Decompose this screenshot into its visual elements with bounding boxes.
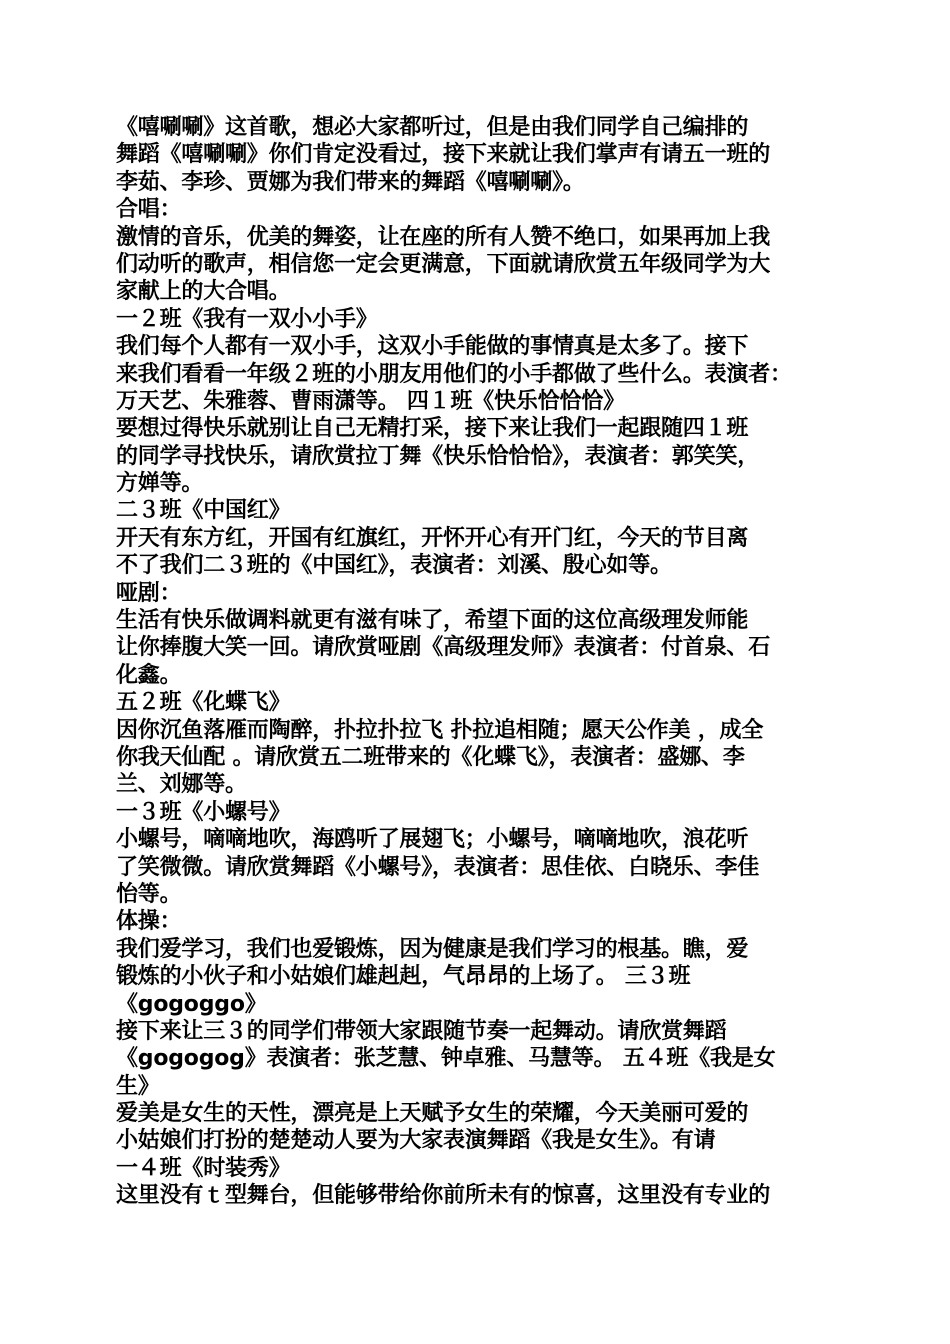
text-line: 生活有快乐做调料就更有滋有味了，希望下面的这位高级理发师能: [116, 608, 749, 634]
text-line: 小螺号，嘀嘀地吹，海鸥听了展翅飞；小螺号，嘀嘀地吹，浪花听: [116, 827, 749, 853]
text-line: 这里没有ｔ型舞台，但能够带给你前所未有的惊喜，这里没有专业的: [116, 1183, 771, 1209]
section-heading: 合唱：: [116, 197, 182, 223]
text-line: 小姑娘们打扮的楚楚动人要为大家表演舞蹈《我是女生》。有请: [116, 1128, 716, 1154]
text-line: 万天艺、朱雅蓉、曹雨潇等。 四１班《快乐恰恰恰》: [116, 388, 625, 414]
text-line: 《gogoggo》: [116, 991, 267, 1017]
section-heading: 一３班《小螺号》: [116, 799, 291, 825]
section-heading: 一４班《时装秀》: [116, 1155, 291, 1181]
text-line: 们动听的歌声，相信您一定会更满意，下面就请欣赏五年级同学为大: [116, 251, 771, 277]
text-line: 接下来让三３的同学们带领大家跟随节奏一起舞动。请欣赏舞蹈: [116, 1018, 727, 1044]
text-line: 我们爱学习，我们也爱锻炼，因为健康是我们学习的根基。瞧，爱: [116, 936, 749, 962]
document-body: [116, 114, 842, 1210]
section-heading: 一２班《我有一双小小手》: [116, 306, 378, 332]
text-line: 的同学寻找快乐，请欣赏拉丁舞《快乐恰恰恰》，表演者：郭笑笑，: [116, 443, 760, 469]
section-heading: 二３班《中国红》: [116, 498, 291, 524]
section-heading: 五２班《化蝶飞》: [116, 690, 291, 716]
text-line: 化鑫。: [116, 662, 182, 688]
text-line: 让你捧腹大笑一回。请欣赏哑剧《高级理发师》表演者：付首泉、石: [116, 635, 771, 661]
text-line: 生》: [116, 1073, 160, 1099]
text-line: 来我们看看一年级２班的小朋友用他们的小手都做了些什么。表演者：: [116, 361, 792, 387]
text-line: 《嘻唰唰》这首歌，想必大家都听过，但是由我们同学自己编排的: [116, 115, 749, 140]
text-line: 你我天仙配 。请欣赏五二班带来的《化蝶飞》，表演者：盛娜、李: [116, 744, 745, 770]
text-line: 激情的音乐，优美的舞姿，让在座的所有人赞不绝口，如果再加上我: [116, 224, 771, 250]
text-line: 我们每个人都有一双小手，这双小手能做的事情真是太多了。接下: [116, 334, 749, 360]
section-heading: 哑剧：: [116, 580, 182, 606]
text-line: 家献上的大合唱。: [116, 279, 291, 305]
text-line: 了笑微微。请欣赏舞蹈《小螺号》，表演者：思佳依、白晓乐、李佳: [116, 854, 760, 880]
text-line: 开天有东方红，开国有红旗红，开怀开心有开门红，今天的节目离: [116, 525, 749, 551]
text-line: 怡等。: [116, 881, 182, 907]
text-line: 舞蹈《嘻唰唰》你们肯定没看过，接下来就让我们掌声有请五一班的: [116, 142, 771, 168]
text-line: 锻炼的小伙子和小姑娘们雄赳赳，气昂昂的上场了。 三３班: [116, 964, 691, 990]
text-line: 不了我们二３班的《中国红》，表演者：刘溪、殷心如等。: [116, 553, 672, 579]
text-line: 李茹、李珍、贾娜为我们带来的舞蹈《嘻唰唰》。: [116, 169, 585, 195]
text-line: 爱美是女生的天性，漂亮是上天赋予女生的荣耀，今天美丽可爱的: [116, 1101, 749, 1127]
text-line: 兰、刘娜等。: [116, 772, 247, 798]
section-heading: 体操：: [116, 909, 182, 935]
text-line: 因你沉鱼落雁而陶醉，扑拉扑拉飞 扑拉追相随；愿天公作美 ，成全: [116, 717, 764, 743]
text-line: 《gogogog》表演者：张芝慧、钟卓雅、马慧等。 五４班《我是女: [116, 1046, 776, 1072]
text-line: 方婵等。: [116, 471, 204, 497]
text-line: 要想过得快乐就别让自己无精打采，接下来让我们一起跟随四１班: [116, 416, 749, 442]
